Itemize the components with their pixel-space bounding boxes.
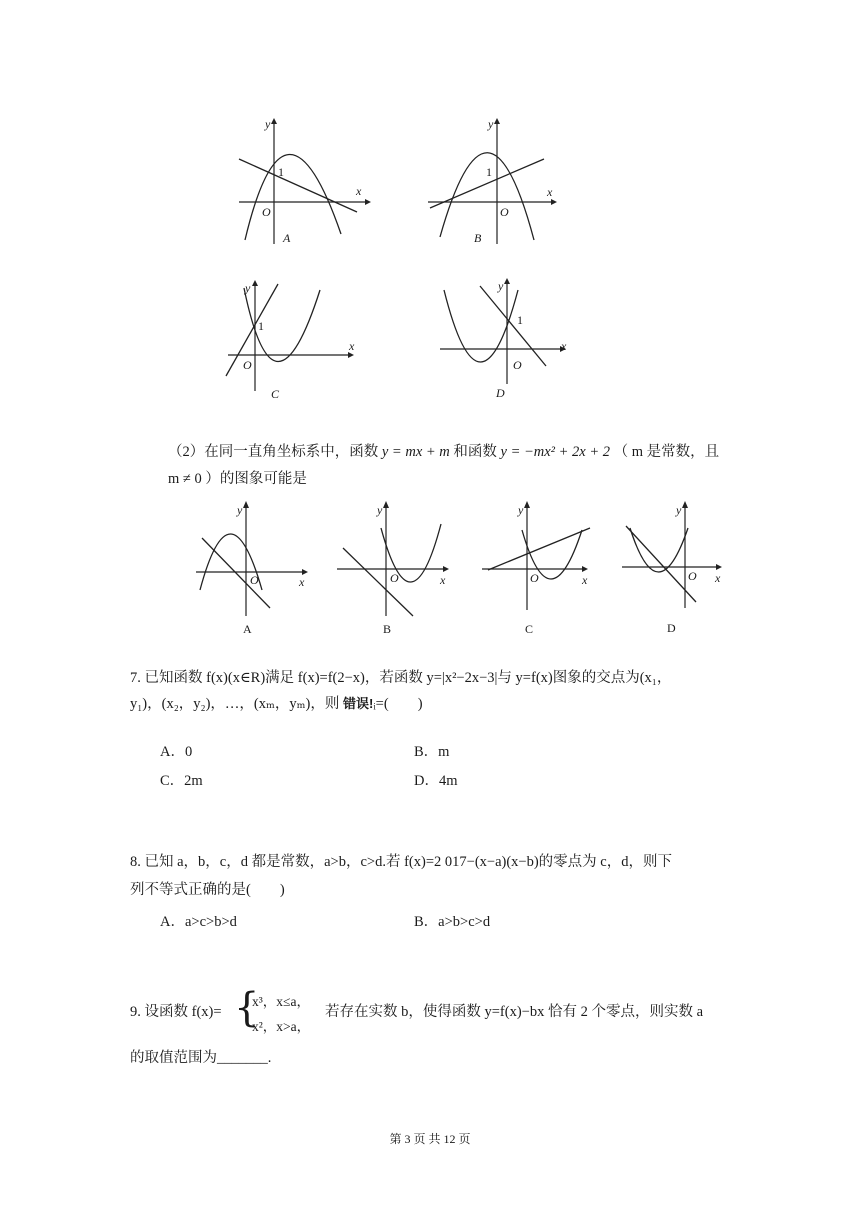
graph-2B [333, 498, 458, 638]
q6-part2-line1: （2）在同一直角坐标系中，函数 y = mx + m 和函数 y = −mx² + 2x + 2 （ m 是常数，且 [168, 444, 720, 460]
q7-line1: 7. 已知函数 f(x)(x∈R)满足 f(x)=f(2−x)，若函数 y=|x²−2x−3|与 y=f(x)图象的交点为(x₁， [130, 670, 672, 686]
axis-x-label: x [582, 573, 588, 587]
q9-case2: x²，x>a， [252, 1019, 311, 1034]
graph-1A [225, 112, 375, 247]
axis-y-label: y [245, 281, 251, 295]
origin-label: O [500, 205, 509, 219]
axis-y-label: y [377, 503, 383, 517]
graph-2C [478, 498, 603, 638]
axis-y-label: y [488, 117, 494, 131]
graph-letter: A [283, 231, 291, 245]
q7-option-c: C．2m [160, 773, 203, 789]
axis-x-label: x [547, 185, 553, 199]
origin-label: O [530, 571, 539, 585]
graph-2D [618, 498, 743, 638]
axis-y-label: y [518, 503, 524, 517]
one-label: 1 [517, 313, 523, 327]
graph-letter: B [383, 622, 392, 636]
origin-label: O [513, 358, 522, 372]
origin-label: O [390, 571, 399, 585]
q7-line2: y₁)，(x₂，y₂)，…，(xₘ，yₘ)，则 错误!ᵢ=( ) [130, 696, 423, 712]
q7-option-a: A．0 [160, 744, 193, 760]
axis-x-label: x [715, 571, 721, 585]
axis-x-label: x [356, 184, 362, 198]
axis-y-label: y [265, 117, 271, 131]
page-footer: 第 3 页 共 12 页 [389, 1132, 471, 1146]
axis-x-label: x [299, 575, 305, 589]
formula-2: y = −mx² + 2x + 2 [500, 444, 611, 460]
graph-letter: C [271, 387, 280, 401]
origin-label: O [688, 569, 697, 583]
q7-option-b: B．m [414, 744, 450, 760]
origin-label: O [262, 205, 271, 219]
q8-line2: 列不等式正确的是( ) [130, 882, 285, 898]
one-label: 1 [258, 319, 264, 333]
q6-part2-line2: m ≠ 0 ）的图象可能是 [168, 471, 307, 487]
q8-option-b: B．a>b>c>d [414, 914, 491, 930]
graph-letter: D [667, 621, 676, 635]
one-label: 1 [278, 165, 284, 179]
q8-line1: 8. 已知 a，b，c，d 都是常数，a>b，c>d.若 f(x)=2 017−(x−a)(x−b)的零点为 c，d，则下 [130, 854, 672, 870]
axis-y-label: y [676, 503, 682, 517]
origin-label: O [243, 358, 252, 372]
graph-letter: C [525, 622, 534, 636]
graph-letter: D [496, 386, 505, 400]
axis-x-label: x [561, 339, 567, 353]
piecewise-brace: { [234, 985, 260, 1031]
axis-y-label: y [498, 279, 504, 293]
graph-1D [430, 276, 580, 406]
q8-option-a: A．a>c>b>d [160, 914, 237, 930]
q9-tail: 若存在实数 b，使得函数 y=f(x)−bx 恰有 2 个零点，则实数 a [325, 1004, 704, 1020]
graph-2A [190, 498, 315, 638]
origin-label: O [250, 573, 259, 587]
graph-letter: A [243, 622, 252, 636]
axis-x-label: x [349, 339, 355, 353]
q9-line2: 的取值范围为_______. [130, 1050, 272, 1066]
q9-lead: 9. 设函数 f(x)= [130, 1004, 222, 1020]
graph-1C [218, 276, 368, 406]
q9-case1: x³，x≤a， [252, 994, 310, 1009]
axis-x-label: x [440, 573, 446, 587]
graph-letter: B [474, 231, 482, 245]
axis-y-label: y [237, 503, 243, 517]
graph-1B [418, 112, 568, 247]
q7-option-d: D．4m [414, 773, 458, 789]
one-label: 1 [486, 165, 492, 179]
formula-1: y = mx + m [381, 444, 450, 460]
error-marker: 错误! [342, 696, 374, 711]
